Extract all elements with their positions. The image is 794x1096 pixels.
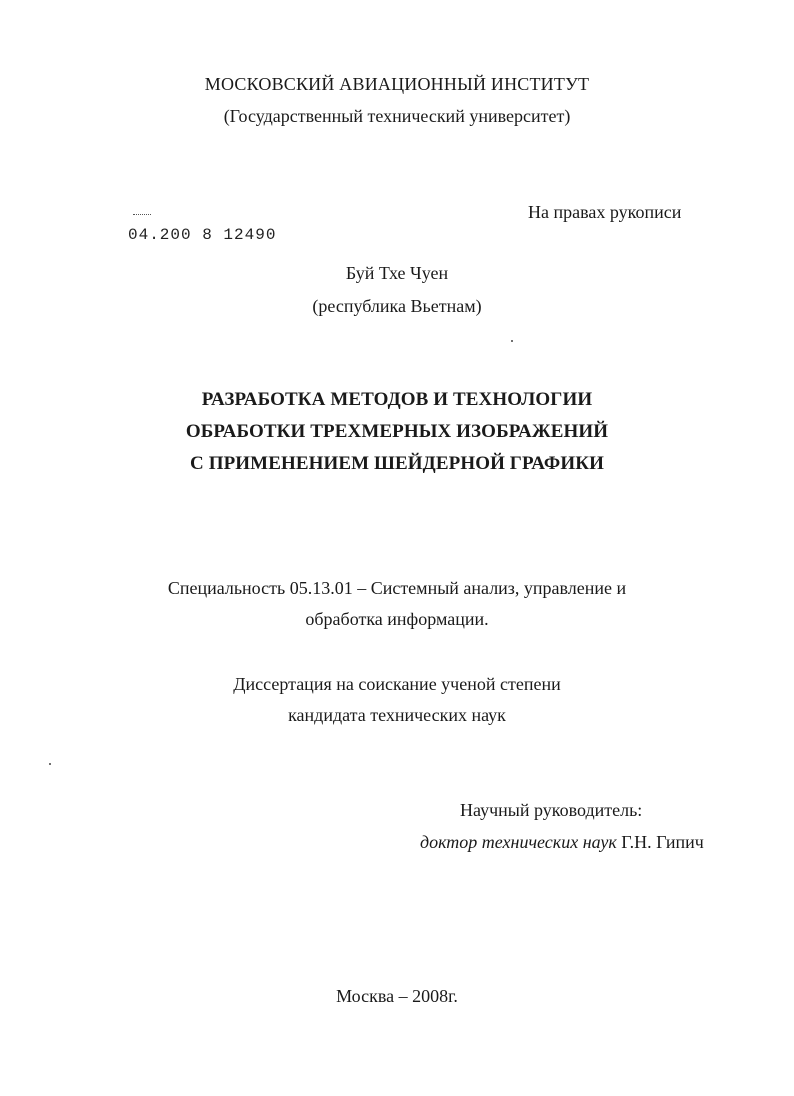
city-year: Москва – 2008г. <box>336 986 458 1006</box>
supervisor-degree: доктор технических наук <box>420 832 617 852</box>
degree-line-1: Диссертация на соискание ученой степени <box>233 674 561 694</box>
registry-number: 04.200 8 12490 <box>128 226 277 244</box>
institute-subtitle: (Государственный технический университет) <box>223 106 571 126</box>
scan-speck <box>49 763 51 765</box>
institute-name: МОСКОВСКИЙ АВИАЦИОННЫЙ ИНСТИТУТ <box>204 74 590 94</box>
supervisor-label: Научный руководитель: <box>460 800 643 820</box>
dissertation-title-line-2: ОБРАБОТКИ ТРЕХМЕРНЫХ ИЗОБРАЖЕНИЙ <box>185 421 609 442</box>
registry-stamp-mark <box>133 214 151 219</box>
degree-line-2: кандидата технических наук <box>288 705 506 725</box>
supervisor-name: Г.Н. Гипич <box>621 832 704 852</box>
scan-speck <box>511 340 513 342</box>
dissertation-title-line-3: С ПРИМЕНЕНИЕМ ШЕЙДЕРНОЙ ГРАФИКИ <box>190 453 604 474</box>
author-country: (республика Вьетнам) <box>312 296 482 316</box>
specialty-line-2: обработка информации. <box>305 609 489 629</box>
supervisor-block <box>420 832 704 853</box>
specialty-line-1: Специальность 05.13.01 – Системный анализ, управление и <box>167 578 627 598</box>
dissertation-title-line-1: РАЗРАБОТКА МЕТОДОВ И ТЕХНОЛОГИИ <box>201 389 593 410</box>
rights-note: На правах рукописи <box>528 202 682 222</box>
author-name: Буй Тхе Чуен <box>345 263 449 283</box>
